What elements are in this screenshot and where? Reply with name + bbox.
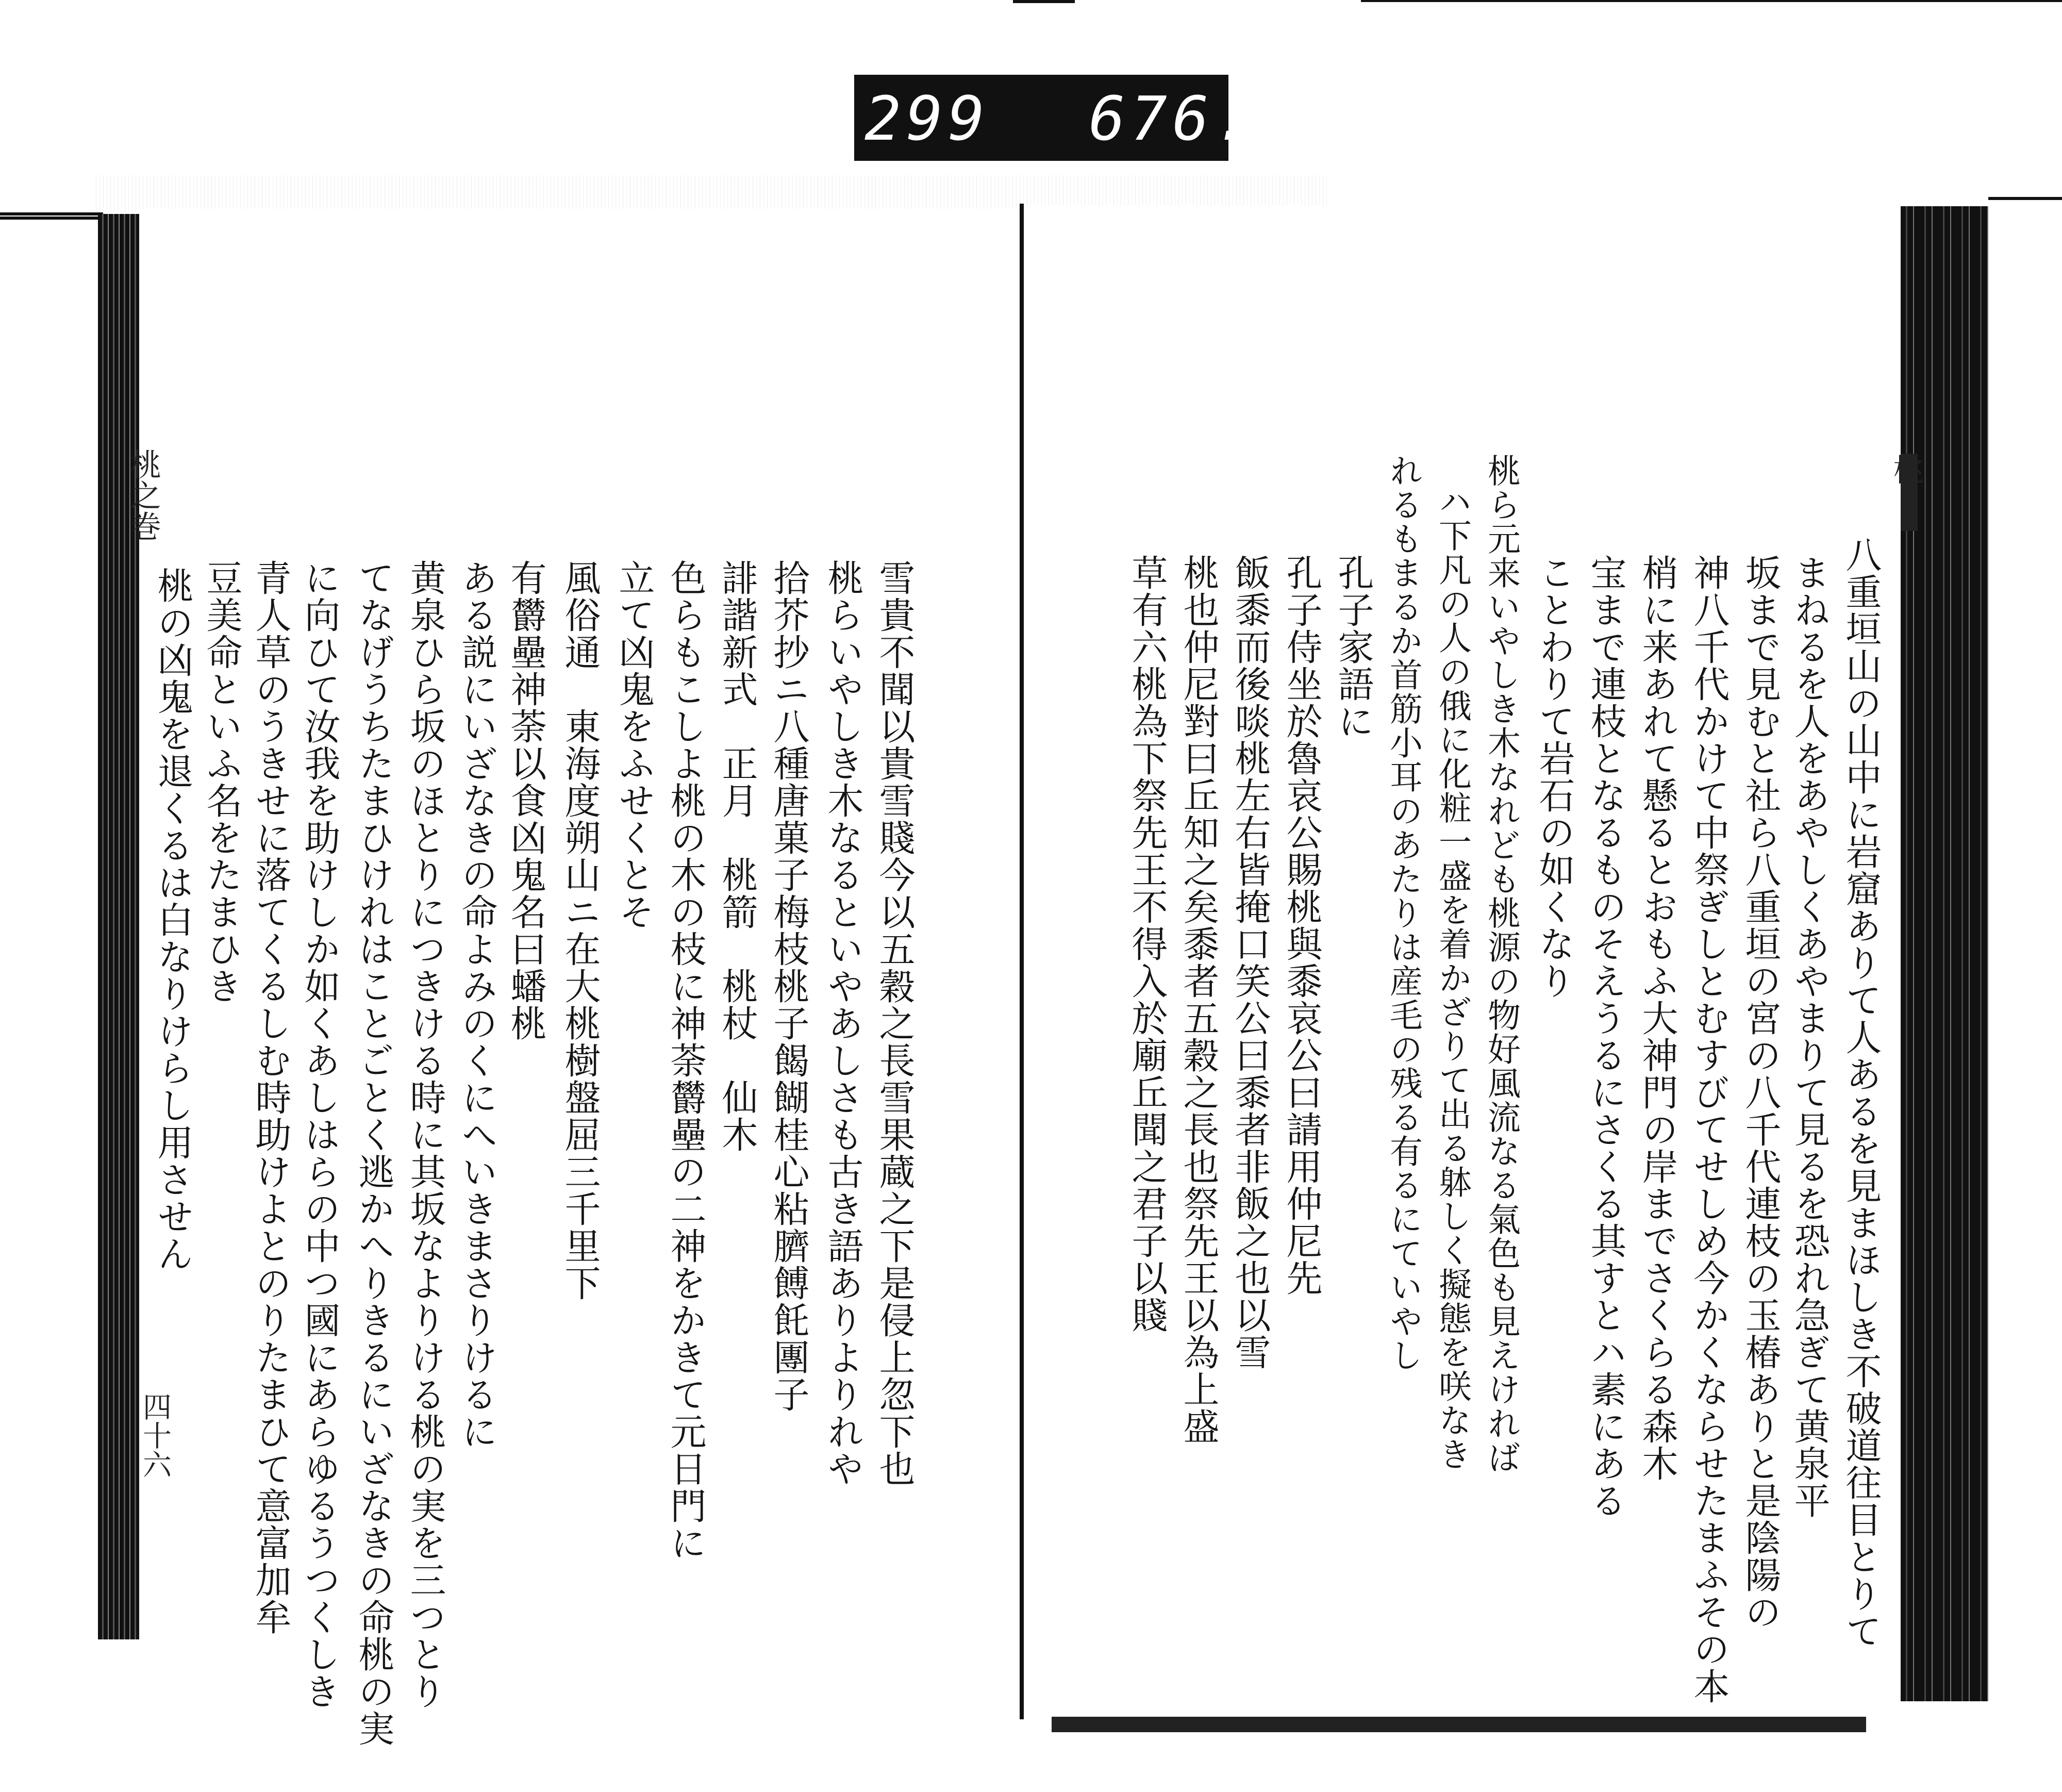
- right-text-column: ことわりて岩石の如くなり: [1533, 554, 1575, 1000]
- left-text-column: 風俗通 東海度朔山ニ在大桃樹盤屈三千里下: [559, 559, 601, 1302]
- frame-number-label: [854, 75, 1256, 161]
- top-rule: [1013, 0, 1075, 3]
- right-text-column: ハ下凡の人の俄に化粧一盛を着かざりて出る躰しく擬態を咲なき: [1433, 485, 1471, 1471]
- right-text-column: 宝まで連枝となるものそえうるにさくる其すとハ素にある: [1585, 554, 1627, 1519]
- right-text-column: 孔子侍坐於魯哀公賜桃與黍哀公曰請用仲尼先: [1281, 554, 1323, 1297]
- left-text-column: 桃の凶鬼を退くるは白なりけらし用させん: [152, 567, 194, 1272]
- left-text-column: 色らもこしよ桃の木の枝に神荼欝壘の二神をかきて元日門に: [664, 559, 707, 1562]
- right-rule: [1988, 197, 2062, 200]
- left-text-column: 青人草のうきせに落てくるしむ時助けよとのりたまひて意富加牟: [250, 559, 292, 1636]
- right-text-column: 草有六桃為下祭先王不得入於廟丘聞之君子以賤: [1126, 554, 1168, 1334]
- left-text-column: 桃らいやしき木なるといやあしさも古き語ありよりれや: [822, 559, 864, 1487]
- left-text-column: 雪貴不聞以貴雪賤今以五穀之長雪果蔵之下是侵上忽下也: [873, 559, 916, 1487]
- left-text-column: 黄泉ひら坂のほとりにつきける時に其坂なよりける桃の実を三つとり: [404, 559, 446, 1710]
- frame-number: 676.: [1089, 83, 1256, 154]
- book-spine: [1020, 204, 1024, 1719]
- right-text-column: 桃也仲尼對曰丘知之矣黍者五穀之長也祭先王以為上盛: [1177, 554, 1220, 1445]
- right-margin-title: 桃: [1888, 454, 1924, 485]
- right-text-column: 神八千代かけて中祭ぎしとむすびてせしめ今かくならせたまふその本: [1688, 554, 1730, 1705]
- right-text-column: 桃ら元来いやしき木なれども桃源の物好風流なる氣色も見えければ: [1482, 454, 1520, 1474]
- left-text-column: てなげうちたまひけれはことごとく逃かへりきるにいざなきの命桃の実: [353, 559, 395, 1747]
- right-text-column: まねるを人をあやしくあやまりて見るを恐れ急ぎて黄泉平: [1788, 554, 1831, 1519]
- book-cover-edge: [0, 217, 98, 245]
- right-page-stack: [1901, 206, 1988, 1701]
- left-margin-title: 桃之巻: [125, 449, 161, 541]
- right-text-column: れるもまるか首筋小耳のあたりは産毛の残る有るにていやし: [1384, 454, 1422, 1372]
- right-text-column: 孔子家語に: [1332, 554, 1374, 740]
- top-rule: [1361, 0, 2062, 2]
- left-text-column: 豆美命といふ名をたまひき: [201, 559, 243, 1005]
- left-text-column: ある説にいざなきの命よみのくにへいきまさりけるに: [456, 559, 498, 1450]
- roll-number: 299: [864, 83, 990, 154]
- page-number: 四十六: [138, 1392, 172, 1479]
- left-rule: [0, 212, 103, 215]
- right-text-column: 梢に来あれて懸るとおもふ大神門の岸までさくらる森木: [1636, 554, 1678, 1482]
- left-text-column: 立て凶鬼をふせくとそ: [613, 559, 655, 931]
- left-text-column: に向ひて汝我を助けしか如くあしはらの中つ國にあらゆるうつくしき: [298, 559, 341, 1710]
- right-text-column: 坂まで見むと社ら八重垣の宮の八千代連枝の玉椿ありと是陰陽の: [1739, 554, 1782, 1631]
- left-text-column: 誹諧新式 正月 桃箭 桃杖 仙木: [716, 559, 758, 1153]
- bottom-page-edge: [1052, 1717, 1866, 1732]
- right-text-column: 飯黍而後啖桃左右皆掩口笑公曰黍者非飯之也以雪: [1229, 554, 1271, 1371]
- left-text-column: 拾芥抄ニ八種唐菓子梅枝桃子餲餬桂心粘臍餺飥團子: [768, 559, 810, 1413]
- right-text-column: 八重垣山の山中に岩窟ありて人あるを見まほしき不破道往目とりて: [1840, 536, 1882, 1650]
- left-text-column: 有欝壘神荼以食凶鬼名曰蟠桃: [505, 559, 547, 1042]
- left-page-stack: [98, 214, 139, 1639]
